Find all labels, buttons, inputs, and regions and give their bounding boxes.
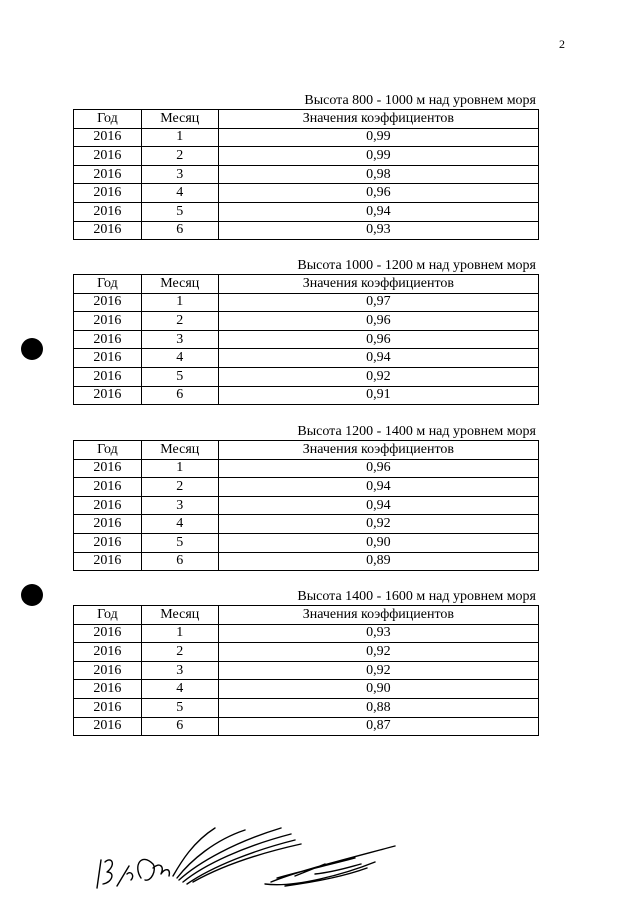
- header-value: Значения коэффициентов: [218, 441, 538, 460]
- table-row: [74, 367, 539, 386]
- cell-value: 0,90: [218, 680, 538, 699]
- cell-year: 2016: [74, 221, 142, 240]
- table-row: [74, 680, 539, 699]
- table-header-row: [74, 441, 539, 460]
- table-caption: Высота 800 - 1000 м над уровнем моря: [304, 93, 536, 108]
- table-row: [74, 515, 539, 534]
- punch-hole: [21, 584, 43, 606]
- cell-value: 0,88: [218, 698, 538, 717]
- cell-month: 6: [141, 386, 218, 405]
- table-row: [74, 624, 539, 643]
- cell-month: 3: [141, 496, 218, 515]
- page-number: 2: [559, 37, 565, 51]
- cell-value: 0,96: [218, 459, 538, 478]
- table-row: [74, 478, 539, 497]
- cell-month: 1: [141, 459, 218, 478]
- cell-year: 2016: [74, 717, 142, 736]
- table-row: [74, 330, 539, 349]
- cell-month: 3: [141, 661, 218, 680]
- header-month: Месяц: [141, 110, 218, 129]
- cell-value: 0,94: [218, 202, 538, 221]
- cell-year: 2016: [74, 147, 142, 166]
- cell-year: 2016: [74, 552, 142, 571]
- cell-month: 2: [141, 312, 218, 331]
- table-row: [74, 552, 539, 571]
- table-row: [74, 533, 539, 552]
- table-caption: Высота 1000 - 1200 м над уровнем моря: [297, 258, 536, 273]
- table-row: [74, 184, 539, 203]
- cell-value: 0,92: [218, 367, 538, 386]
- table-row: [74, 698, 539, 717]
- cell-year: 2016: [74, 128, 142, 147]
- cell-month: 3: [141, 330, 218, 349]
- cell-year: 2016: [74, 165, 142, 184]
- cell-year: 2016: [74, 643, 142, 662]
- cell-value: 0,98: [218, 165, 538, 184]
- table-row: [74, 202, 539, 221]
- cell-month: 5: [141, 698, 218, 717]
- cell-month: 4: [141, 349, 218, 368]
- cell-month: 1: [141, 128, 218, 147]
- cell-year: 2016: [74, 202, 142, 221]
- header-year: Год: [74, 606, 142, 625]
- coefficient-table-block: [73, 589, 539, 736]
- header-month: Месяц: [141, 441, 218, 460]
- cell-value: 0,92: [218, 661, 538, 680]
- header-value: Значения коэффициентов: [218, 275, 538, 294]
- cell-month: 2: [141, 147, 218, 166]
- header-year: Год: [74, 441, 142, 460]
- table-row: [74, 147, 539, 166]
- cell-month: 5: [141, 367, 218, 386]
- coefficient-table-block: [73, 258, 539, 405]
- table-row: [74, 221, 539, 240]
- cell-month: 5: [141, 202, 218, 221]
- cell-year: 2016: [74, 698, 142, 717]
- cell-year: 2016: [74, 312, 142, 331]
- cell-value: 0,94: [218, 478, 538, 497]
- cell-value: 0,96: [218, 330, 538, 349]
- cell-month: 6: [141, 717, 218, 736]
- table-row: [74, 717, 539, 736]
- coefficient-table: [73, 274, 539, 405]
- coefficient-table-block: [73, 424, 539, 571]
- cell-month: 1: [141, 293, 218, 312]
- cell-year: 2016: [74, 478, 142, 497]
- cell-month: 3: [141, 165, 218, 184]
- cell-year: 2016: [74, 515, 142, 534]
- cell-value: 0,93: [218, 624, 538, 643]
- cell-month: 4: [141, 680, 218, 699]
- cell-year: 2016: [74, 293, 142, 312]
- table-header-row: [74, 275, 539, 294]
- cell-year: 2016: [74, 680, 142, 699]
- cell-value: 0,96: [218, 184, 538, 203]
- header-value: Значения коэффициентов: [218, 606, 538, 625]
- cell-month: 1: [141, 624, 218, 643]
- cell-month: 5: [141, 533, 218, 552]
- cell-month: 6: [141, 221, 218, 240]
- header-month: Месяц: [141, 275, 218, 294]
- cell-value: 0,93: [218, 221, 538, 240]
- cell-value: 0,92: [218, 643, 538, 662]
- cell-month: 2: [141, 643, 218, 662]
- cell-value: 0,97: [218, 293, 538, 312]
- cell-value: 0,90: [218, 533, 538, 552]
- coefficient-table: [73, 440, 539, 571]
- cell-month: 6: [141, 552, 218, 571]
- cell-year: 2016: [74, 496, 142, 515]
- cell-value: 0,99: [218, 147, 538, 166]
- table-row: [74, 661, 539, 680]
- header-year: Год: [74, 110, 142, 129]
- table-header-row: [74, 110, 539, 129]
- table-row: [74, 165, 539, 184]
- cell-value: 0,92: [218, 515, 538, 534]
- cell-year: 2016: [74, 459, 142, 478]
- cell-value: 0,87: [218, 717, 538, 736]
- table-row: [74, 496, 539, 515]
- cell-month: 4: [141, 184, 218, 203]
- cell-value: 0,91: [218, 386, 538, 405]
- table-row: [74, 293, 539, 312]
- cell-value: 0,96: [218, 312, 538, 331]
- table-row: [74, 128, 539, 147]
- cell-year: 2016: [74, 184, 142, 203]
- table-row: [74, 349, 539, 368]
- cell-year: 2016: [74, 367, 142, 386]
- cell-year: 2016: [74, 330, 142, 349]
- cell-year: 2016: [74, 386, 142, 405]
- cell-value: 0,99: [218, 128, 538, 147]
- cell-year: 2016: [74, 624, 142, 643]
- cell-month: 4: [141, 515, 218, 534]
- coefficient-table: [73, 605, 539, 736]
- table-row: [74, 312, 539, 331]
- punch-hole: [21, 338, 43, 360]
- table-header-row: [74, 606, 539, 625]
- cell-value: 0,94: [218, 496, 538, 515]
- header-value: Значения коэффициентов: [218, 110, 538, 129]
- cell-value: 0,94: [218, 349, 538, 368]
- table-row: [74, 643, 539, 662]
- cell-month: 2: [141, 478, 218, 497]
- coefficient-table-block: [73, 93, 539, 240]
- cell-year: 2016: [74, 349, 142, 368]
- table-caption: Высота 1400 - 1600 м над уровнем моря: [297, 589, 536, 604]
- header-year: Год: [74, 275, 142, 294]
- table-row: [74, 459, 539, 478]
- coefficient-table: [73, 109, 539, 240]
- table-caption: Высота 1200 - 1400 м над уровнем моря: [297, 424, 536, 439]
- cell-year: 2016: [74, 533, 142, 552]
- cell-value: 0,89: [218, 552, 538, 571]
- table-row: [74, 386, 539, 405]
- cell-year: 2016: [74, 661, 142, 680]
- handwritten-signature: [95, 822, 405, 894]
- header-month: Месяц: [141, 606, 218, 625]
